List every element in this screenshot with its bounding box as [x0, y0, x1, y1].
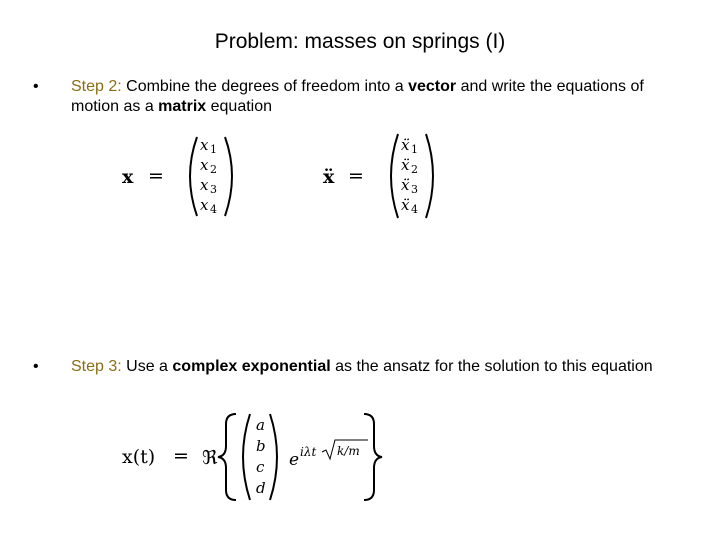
- eq-xddot-sub-3: 3: [411, 183, 418, 196]
- step2-text-1: Combine the degrees of freedom into a: [121, 78, 409, 95]
- eq-x-lhs: x: [122, 166, 134, 188]
- step2-text-3: equation: [206, 98, 273, 115]
- step3-label: Step 3:: [71, 358, 122, 375]
- bullet-step3: •: [33, 358, 39, 375]
- step2-label: Step 2:: [71, 78, 122, 95]
- eq-x-equals: =: [148, 165, 164, 187]
- eq-x-right-paren: [225, 137, 232, 216]
- eq-x-left-paren: [190, 137, 197, 216]
- eq-ansatz-entry-d: d: [256, 479, 266, 497]
- bullet-step2: •: [33, 78, 39, 95]
- eq-xddot-sub-1: 1: [411, 143, 418, 156]
- eq-x-sub-4: 4: [210, 203, 217, 216]
- eq-ansatz-equals: =: [173, 445, 189, 467]
- eq-xddot-entry-3: ẍ: [401, 176, 410, 194]
- eq-ansatz-real-part: ℜ: [202, 447, 218, 469]
- eq-x-sub-2: 2: [210, 163, 217, 176]
- step3-text-1: Use a: [121, 358, 173, 375]
- eq-ansatz-left-brace: [218, 414, 236, 500]
- eq-xddot-left-paren: [391, 134, 398, 218]
- eq-ansatz-exponent: iλt: [300, 445, 317, 459]
- eq-x-entry-4: x: [200, 196, 209, 214]
- eq-xddot-entry-1: ẍ: [401, 136, 410, 154]
- eq-xddot-right-paren: [426, 134, 433, 218]
- eq-x-entry-3: x: [200, 176, 209, 194]
- eq-ansatz-right-paren: [270, 414, 277, 500]
- equation-ansatz: [122, 414, 382, 500]
- eq-xddot-entry-4: ẍ: [401, 196, 410, 214]
- eq-x-sub-3: 3: [210, 183, 217, 196]
- eq-ansatz-radicand: k/m: [337, 444, 360, 458]
- eq-x-entry-1: x: [200, 136, 209, 154]
- eq-ansatz-lhs: x(t): [122, 446, 156, 468]
- eq-xddot-entry-2: ẍ: [401, 156, 410, 174]
- eq-ansatz-entry-b: b: [256, 437, 266, 455]
- eq-xddot-sub-2: 2: [411, 163, 418, 176]
- step2-bold-vector: vector: [408, 78, 457, 95]
- eq-x-entry-2: x: [200, 156, 209, 174]
- step2-text-2: and write the equations of motion as a: [71, 78, 644, 115]
- eq-ansatz-entry-a: a: [256, 416, 265, 434]
- equation-x-vector: [122, 136, 232, 216]
- step3-text-2: as the ansatz for the solution to this equation: [330, 358, 653, 375]
- step3-bold-complex-exponential: complex exponential: [172, 358, 331, 375]
- equation-xddot-vector: [323, 134, 433, 218]
- eq-x-sub-1: 1: [210, 143, 217, 156]
- eq-xddot-sub-4: 4: [411, 203, 418, 216]
- step2-bold-matrix: matrix: [158, 98, 207, 115]
- eq-ansatz-base-e: e: [289, 450, 300, 470]
- slide-title: Problem: masses on springs (I): [214, 30, 506, 53]
- eq-ansatz-right-brace: [364, 414, 382, 500]
- eq-ansatz-entry-c: c: [256, 458, 265, 476]
- eq-xddot-lhs: ẍ: [323, 166, 335, 188]
- eq-ansatz-left-paren: [243, 414, 250, 500]
- eq-xddot-equals: =: [348, 165, 364, 187]
